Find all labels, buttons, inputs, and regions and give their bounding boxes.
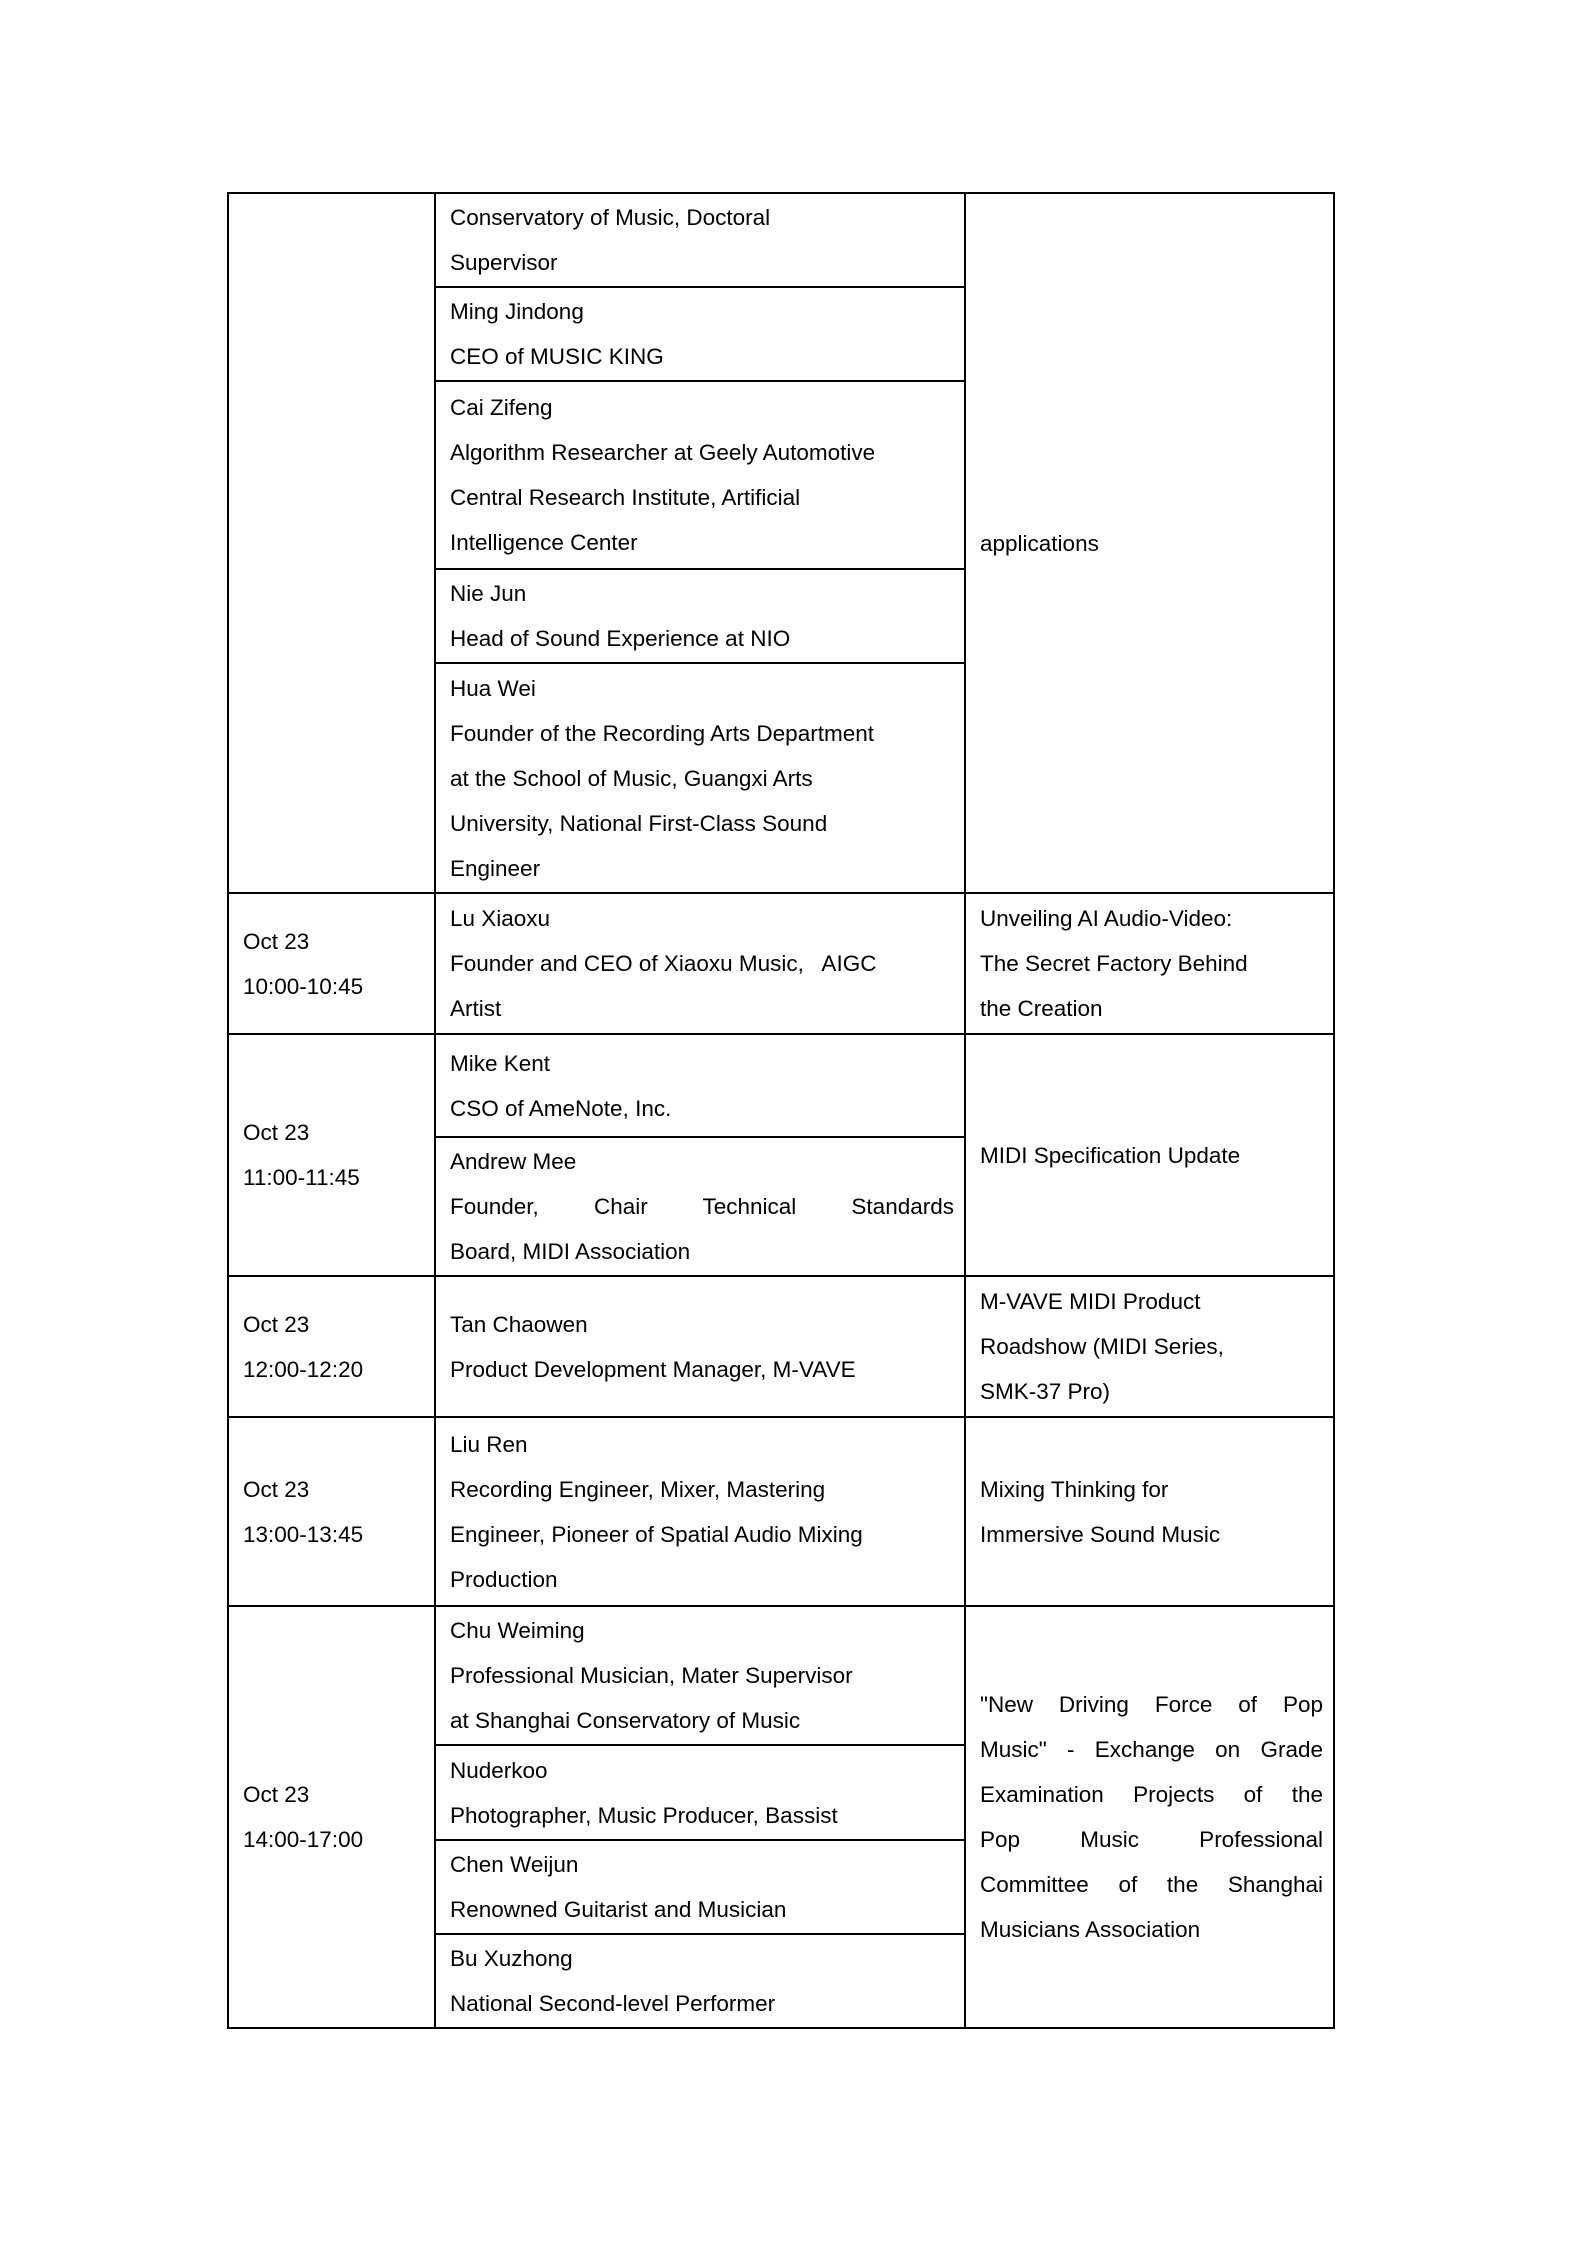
time-date: Oct 23 <box>243 1311 310 1337</box>
topic-line: MIDI Specification Update <box>980 1142 1241 1168</box>
speaker-cell <box>435 1137 965 1276</box>
speaker-cell <box>435 287 965 381</box>
speaker-cell <box>435 1934 965 2028</box>
topic-line: Musicians Association <box>980 1917 1201 1942</box>
speaker-title-line: Intelligence Center <box>450 530 638 555</box>
speaker-title-line: Professional Musician, Mater Supervisor <box>450 1663 853 1688</box>
speaker-title-line: Product Development Manager, M-VAVE <box>450 1356 856 1382</box>
topic-line: Music" - Exchange on Grade <box>980 1737 1323 1762</box>
topic-cell <box>965 1276 1334 1417</box>
time-cell <box>228 1606 435 2028</box>
speaker-title-line: at the School of Music, Guangxi Arts <box>450 765 813 791</box>
speaker-title-line: Supervisor <box>450 250 558 275</box>
topic-line: the Creation <box>980 996 1103 1021</box>
time-date: Oct 23 <box>243 1120 310 1145</box>
speaker-name: Tan Chaowen <box>450 1311 588 1337</box>
time-range: 11:00-11:45 <box>243 1165 360 1190</box>
speaker-title-line: Recording Engineer, Mixer, Mastering <box>450 1476 826 1502</box>
topic-line: applications <box>980 530 1099 556</box>
speaker-cell <box>435 381 965 569</box>
time-cell <box>228 893 435 1034</box>
speaker-title-line: Production <box>450 1566 558 1592</box>
speaker-title-line: CEO of MUSIC KING <box>450 344 664 369</box>
time-cell <box>228 1034 435 1276</box>
speaker-title-line: Head of Sound Experience at NIO <box>450 626 791 651</box>
topic-cell <box>965 1417 1334 1606</box>
time-cell <box>228 1276 435 1417</box>
speaker-title-line: Algorithm Researcher at Geely Automotive <box>450 440 876 465</box>
speaker-title-line: Artist <box>450 996 502 1021</box>
topic-line: Pop Music Professional <box>980 1827 1323 1852</box>
time-date: Oct 23 <box>243 928 310 954</box>
speaker-name: Hua Wei <box>450 675 536 701</box>
time-range: 10:00-10:45 <box>243 973 364 999</box>
speaker-title-line: Engineer, Pioneer of Spatial Audio Mixing <box>450 1521 863 1547</box>
speaker-name: Liu Ren <box>450 1431 528 1457</box>
topic-line: "New Driving Force of Pop <box>980 1692 1323 1717</box>
speaker-name: Cai Zifeng <box>450 395 553 420</box>
speaker-title-line: Founder and CEO of Xiaoxu Music, AIGC <box>450 951 877 976</box>
speaker-name: Andrew Mee <box>450 1149 577 1174</box>
topic-line: Committee of the Shanghai <box>980 1872 1323 1897</box>
speaker-title-line: Board, MIDI Association <box>450 1239 691 1264</box>
topic-line: Roadshow (MIDI Series, <box>980 1334 1224 1359</box>
speaker-cell <box>435 1276 965 1417</box>
speaker-cell <box>435 1417 965 1606</box>
time-range: 14:00-17:00 <box>243 1827 364 1852</box>
speaker-title-line: University, National First-Class Sound <box>450 810 828 836</box>
speaker-cell <box>435 1034 965 1137</box>
speaker-title-line: Founder of the Recording Arts Department <box>450 720 874 746</box>
speaker-cell <box>435 893 965 1034</box>
speaker-name: Chu Weiming <box>450 1618 585 1643</box>
speaker-title-line: Central Research Institute, Artificial <box>450 485 801 510</box>
speaker-cell <box>435 663 965 893</box>
topic-line: Mixing Thinking for <box>980 1476 1169 1502</box>
speaker-title-line: National Second-level Performer <box>450 1991 776 2016</box>
speaker-name: Nuderkoo <box>450 1757 548 1783</box>
time-range: 13:00-13:45 <box>243 1521 364 1547</box>
speaker-cell <box>435 193 965 287</box>
speaker-title-line: Engineer <box>450 855 541 881</box>
speaker-cell <box>435 1606 965 1745</box>
topic-line: Examination Projects of the <box>980 1782 1323 1807</box>
time-range: 12:00-12:20 <box>243 1356 364 1382</box>
time-cell <box>228 1417 435 1606</box>
speaker-name: Nie Jun <box>450 581 527 606</box>
topic-cell <box>965 1034 1334 1276</box>
speaker-cell <box>435 569 965 663</box>
topic-line: Unveiling AI Audio-Video: <box>980 906 1233 931</box>
speaker-name: Ming Jindong <box>450 299 584 324</box>
speaker-cell <box>435 1745 965 1840</box>
topic-line: M-VAVE MIDI Product <box>980 1289 1201 1314</box>
speaker-title-line: Renowned Guitarist and Musician <box>450 1897 787 1922</box>
time-cell <box>228 193 435 893</box>
topic-cell <box>965 893 1334 1034</box>
speaker-name: Mike Kent <box>450 1050 551 1076</box>
speaker-name: Chen Weijun <box>450 1852 579 1877</box>
time-date: Oct 23 <box>243 1476 310 1502</box>
speaker-title-line: CSO of AmeNote, Inc. <box>450 1095 672 1121</box>
speaker-title-line: Founder, Chair Technical Standards <box>450 1194 954 1219</box>
topic-cell <box>965 193 1334 893</box>
speaker-name: Lu Xiaoxu <box>450 906 551 931</box>
speaker-cell <box>435 1840 965 1934</box>
speaker-title-line: Photographer, Music Producer, Bassist <box>450 1802 838 1828</box>
topic-cell <box>965 1606 1334 2028</box>
topic-line: Immersive Sound Music <box>980 1521 1221 1547</box>
speaker-title-line: Conservatory of Music, Doctoral <box>450 205 771 230</box>
time-date: Oct 23 <box>243 1782 310 1807</box>
schedule-table <box>227 192 1335 2029</box>
topic-line: The Secret Factory Behind <box>980 951 1248 976</box>
speaker-name: Bu Xuzhong <box>450 1946 573 1971</box>
speaker-title-line: at Shanghai Conservatory of Music <box>450 1708 801 1733</box>
topic-line: SMK-37 Pro) <box>980 1379 1111 1404</box>
